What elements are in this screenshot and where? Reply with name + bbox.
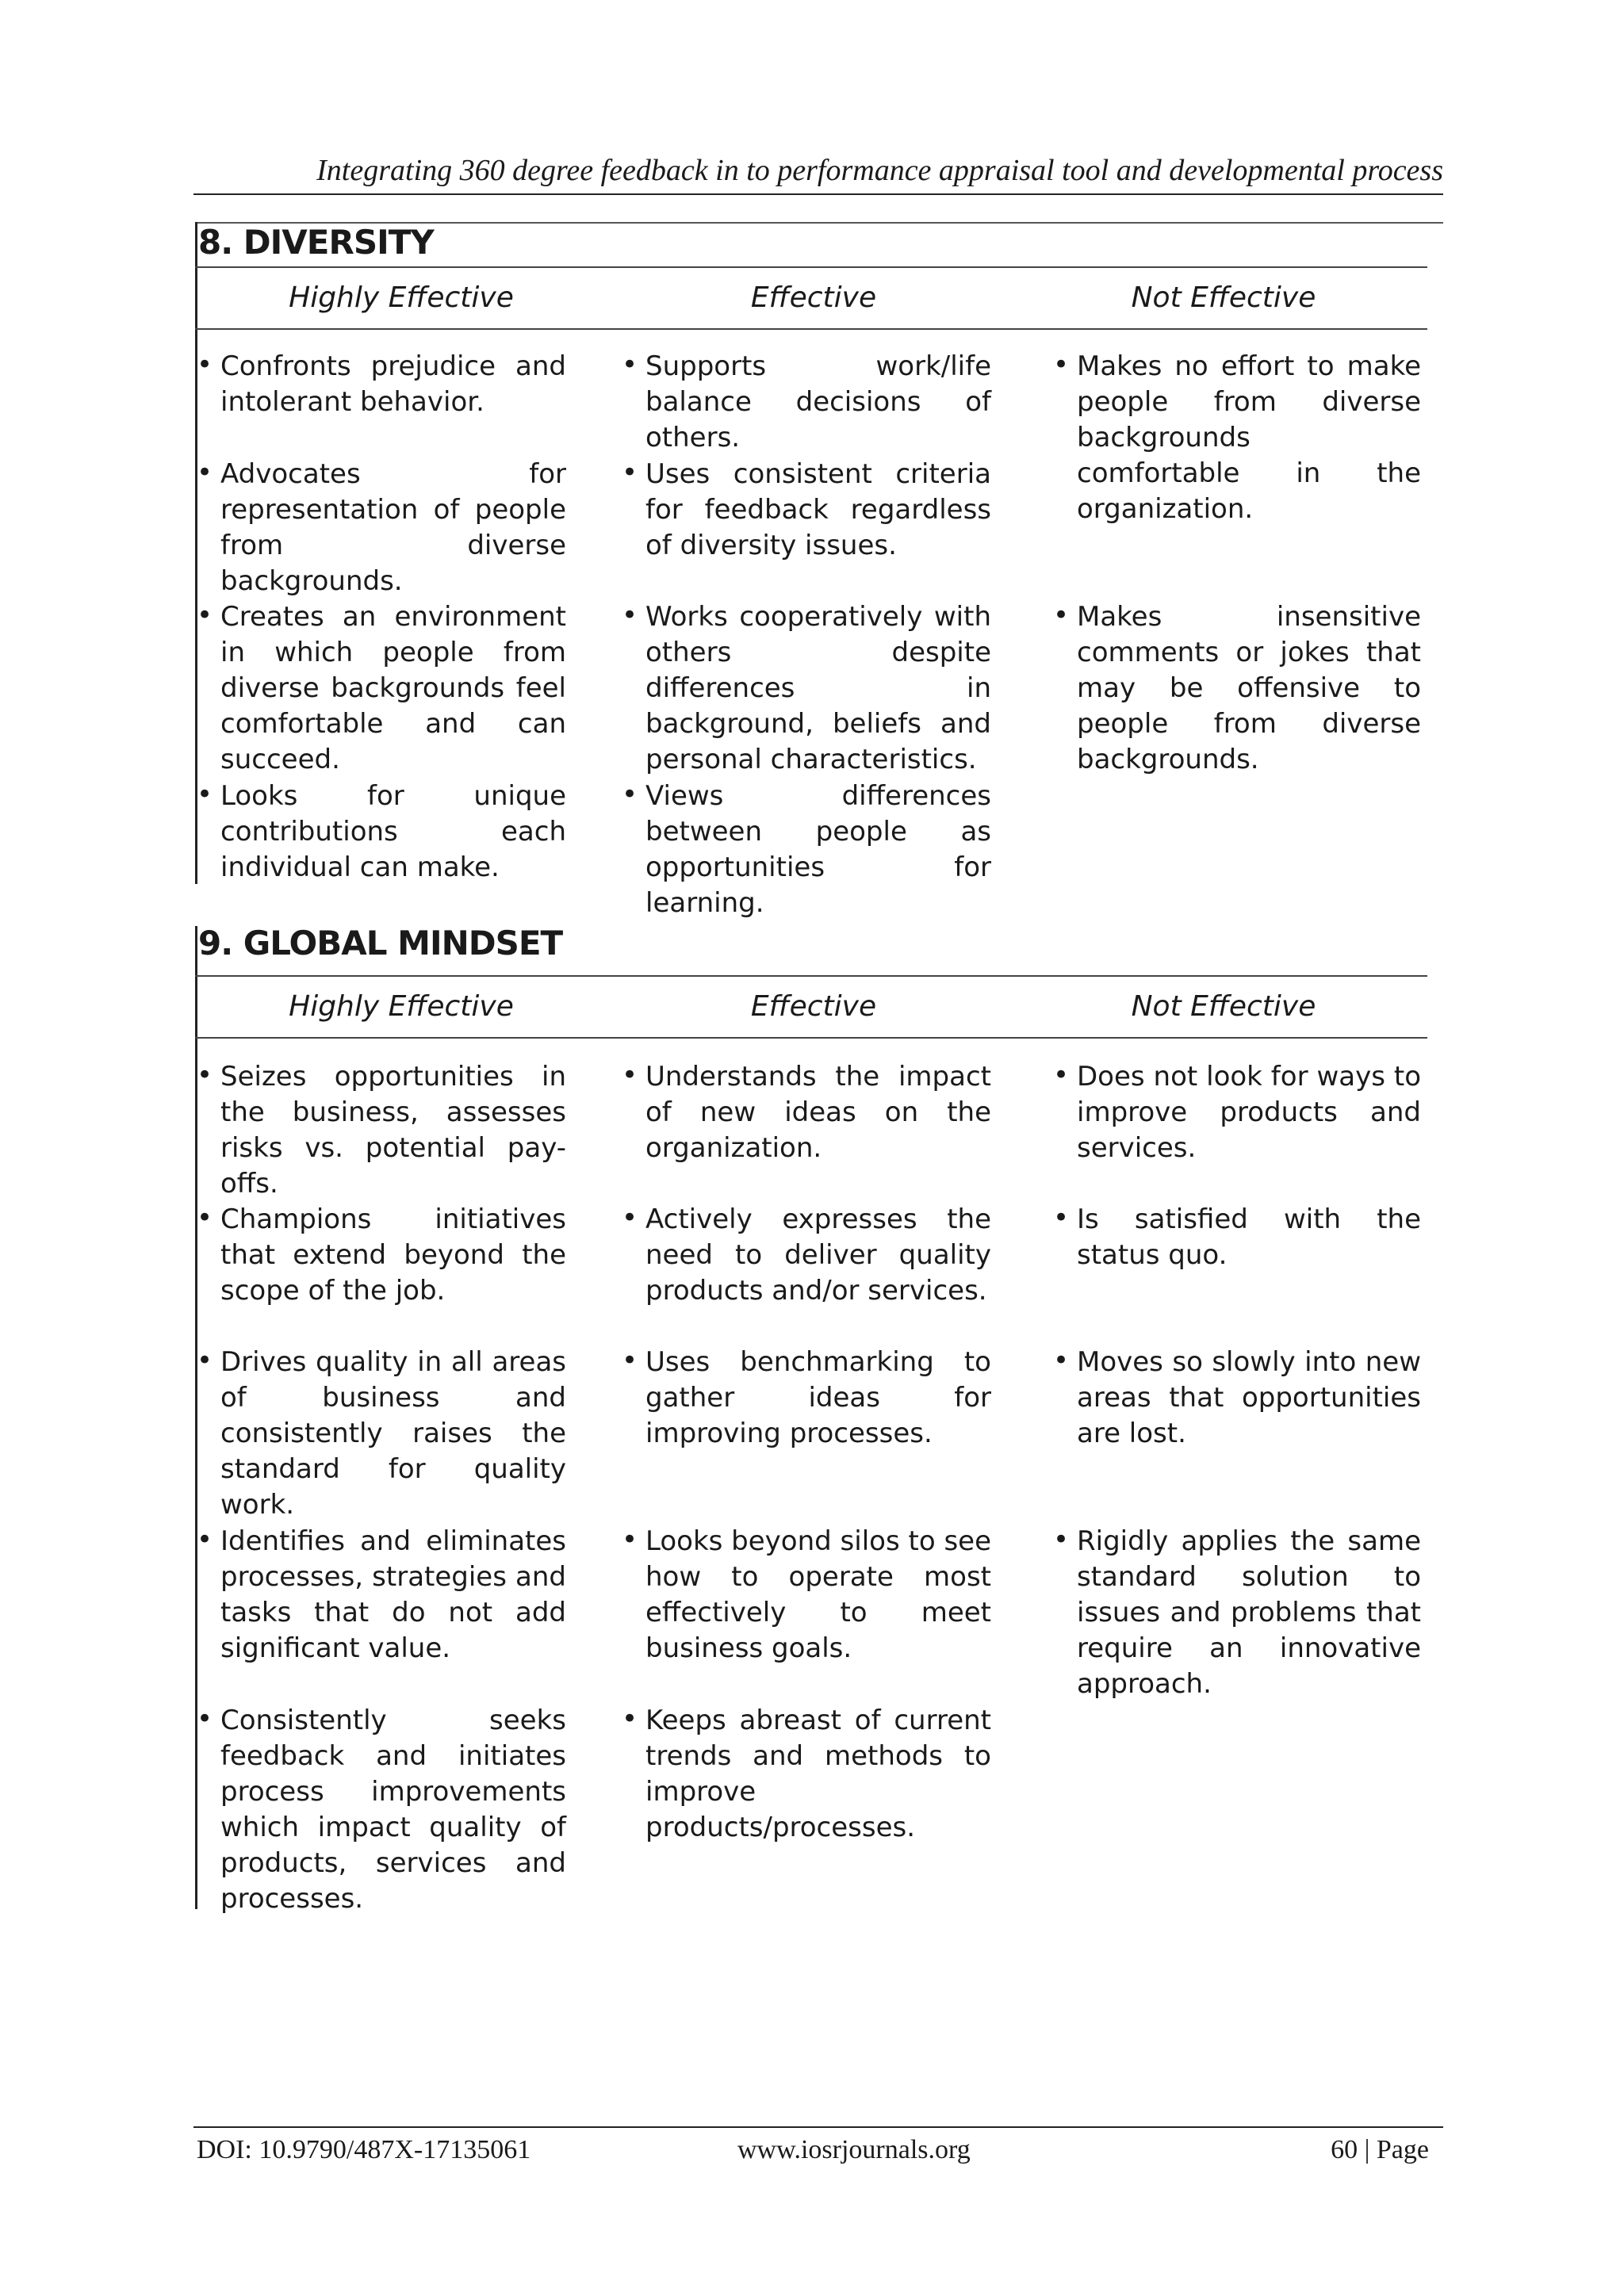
- cell-not-effective: • Is satisfied with the status quo.: [1053, 1202, 1421, 1271]
- footer-website: www.iosrjournals.org: [737, 2135, 971, 2164]
- bullet-icon: •: [622, 349, 638, 381]
- bullet-icon: •: [197, 1059, 213, 1091]
- running-head-rule: [193, 193, 1443, 195]
- column-header-row: [195, 266, 1427, 330]
- bullet-icon: •: [1053, 1524, 1070, 1556]
- bullet-icon: •: [622, 1202, 638, 1234]
- cell-effective: • Looks beyond silos to see how to operate most effectively to meet business goals.: [622, 1524, 991, 1664]
- bullet-icon: •: [622, 1345, 638, 1376]
- column-header-not-effective: Not Effective: [1131, 281, 1316, 314]
- column-header-not-effective: Not Effective: [1131, 990, 1316, 1023]
- cell-effective: • Uses benchmarking to gather ideas for improving processes.: [622, 1345, 991, 1449]
- bullet-icon: •: [1053, 349, 1070, 381]
- footer-doi: DOI: 10.9790/487X-17135061: [197, 2135, 531, 2164]
- cell-effective: • Keeps abreast of current trends and methods to improve products/processes.: [622, 1703, 991, 1843]
- cell-highly-effective: • Seizes opportunities in the business, assesses risks vs. potential pay-offs.: [197, 1059, 566, 1200]
- cell-not-effective: • Does not look for ways to improve products and services.: [1053, 1059, 1421, 1164]
- cell-not-effective: • Makes insensitive comments or jokes that may be offensive to people from diverse backgrounds.: [1053, 599, 1421, 775]
- bullet-icon: •: [1053, 1059, 1070, 1091]
- bullet-icon: •: [197, 1345, 213, 1376]
- cell-highly-effective: • Looks for unique contributions each individual can make.: [197, 779, 566, 883]
- section-diversity: [195, 222, 1427, 919]
- bullet-icon: •: [197, 599, 213, 631]
- bullet-icon: •: [197, 457, 213, 488]
- bullet-icon: •: [197, 1524, 213, 1556]
- bullet-icon: •: [622, 1059, 638, 1091]
- cell-effective: • Works cooperatively with others despite differences in background, beliefs and personal characteristics.: [622, 599, 991, 775]
- cell-highly-effective: • Drives quality in all areas of business and consistently raises the standard for quality work.: [197, 1345, 566, 1521]
- cell-effective: • Supports work/life balance decisions of others.: [622, 349, 991, 453]
- column-header-effective: Effective: [750, 990, 877, 1023]
- cell-effective: • Actively expresses the need to deliver quality products and/or services.: [622, 1202, 991, 1307]
- bullet-icon: •: [1053, 1202, 1070, 1234]
- cell-highly-effective: • Creates an environment in which people from diverse backgrounds feel comfortable and can succeed.: [197, 599, 566, 775]
- bullet-icon: •: [197, 349, 213, 381]
- cell-highly-effective: • Identifies and eliminates processes, strategies and tasks that do not add significant value.: [197, 1524, 566, 1664]
- bullet-icon: •: [622, 1703, 638, 1735]
- bullet-icon: •: [622, 1524, 638, 1556]
- cell-not-effective: • Rigidly applies the same standard solution to issues and problems that require an innovative approach.: [1053, 1524, 1421, 1700]
- bullet-icon: •: [622, 779, 638, 810]
- bullet-icon: •: [197, 1703, 213, 1735]
- column-header-highly-effective: Highly Effective: [289, 281, 514, 314]
- cell-not-effective: • Moves so slowly into new areas that opportunities are lost.: [1053, 1345, 1421, 1449]
- cell-highly-effective: • Advocates for representation of people from diverse backgrounds.: [197, 457, 566, 597]
- bullet-icon: •: [1053, 1345, 1070, 1376]
- column-header-effective: Effective: [750, 281, 877, 314]
- cell-highly-effective: • Champions initiatives that extend beyond the scope of the job.: [197, 1202, 566, 1307]
- bullet-icon: •: [197, 1202, 213, 1234]
- running-head: Integrating 360 degree feedback in to performance appraisal tool and developmental process: [316, 154, 1443, 187]
- cell-effective: • Uses consistent criteria for feedback regardless of diversity issues.: [622, 457, 991, 561]
- bullet-icon: •: [1053, 599, 1070, 631]
- cell-effective: • Views differences between people as opportunities for learning.: [622, 779, 991, 919]
- section-title: 9. GLOBAL MINDSET: [198, 924, 563, 962]
- bullet-icon: •: [197, 779, 213, 810]
- footer-rule: [193, 2126, 1443, 2128]
- cell-effective: • Understands the impact of new ideas on the organization.: [622, 1059, 991, 1164]
- column-header-row: [195, 975, 1427, 1039]
- cell-not-effective: • Makes no effort to make people from diverse backgrounds comfortable in the organization.: [1053, 349, 1421, 525]
- bullet-icon: •: [622, 457, 638, 488]
- cell-highly-effective: • Confronts prejudice and intolerant behavior.: [197, 349, 566, 418]
- bullet-icon: •: [622, 599, 638, 631]
- section-global-mindset: [195, 924, 1427, 1915]
- footer-page-number: 60 | Page: [1331, 2135, 1429, 2164]
- column-header-highly-effective: Highly Effective: [289, 990, 514, 1023]
- cell-highly-effective: • Consistently seeks feedback and initiates process improvements which impact quality of products, services and processes.: [197, 1703, 566, 1915]
- section-title: 8. DIVERSITY: [198, 223, 434, 262]
